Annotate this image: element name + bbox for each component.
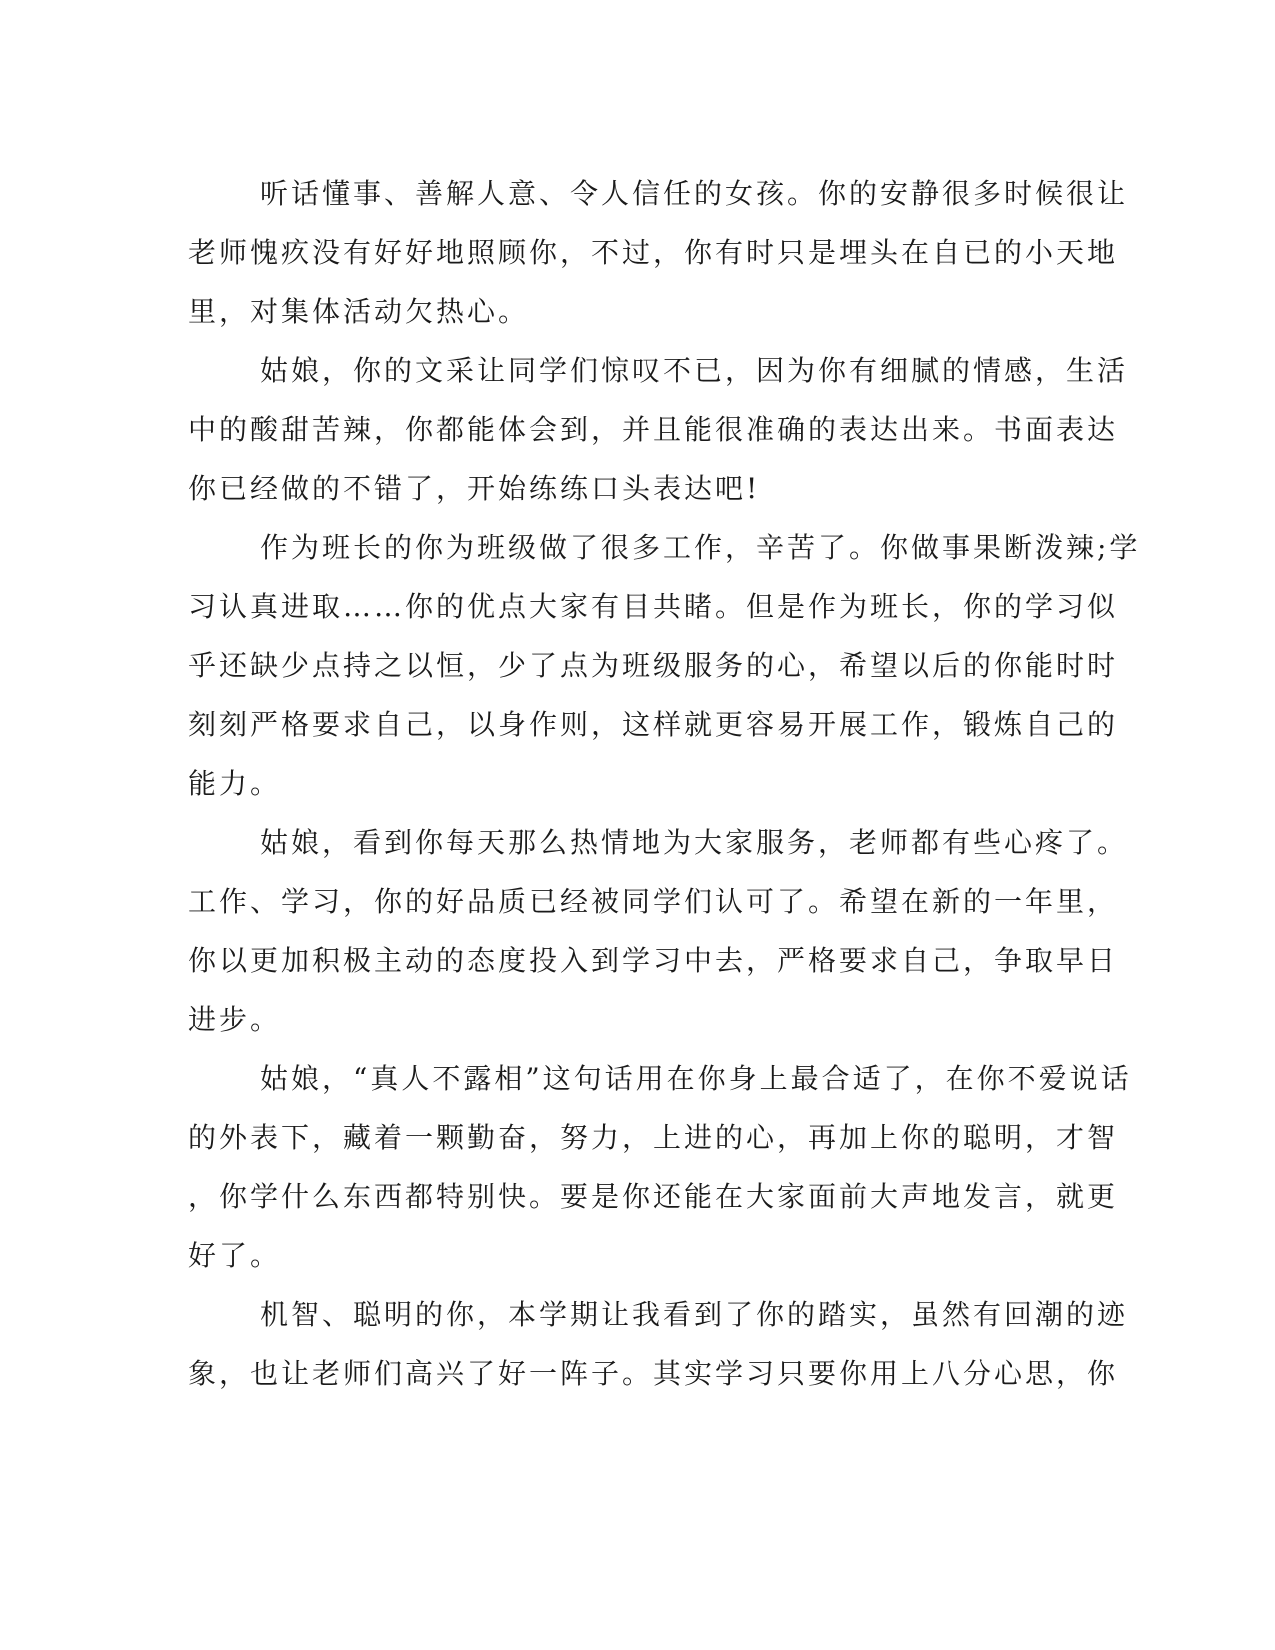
paragraph-2-line-2: 中的酸甜苦辣，你都能体会到，并且能很准确的表达出来。书面表达 [188, 413, 1119, 446]
document-body [188, 164, 1141, 1403]
paragraph-2-line-1: 姑娘，你的文采让同学们惊叹不已，因为你有细腻的情感，生活 [260, 354, 1129, 387]
paragraph-1-line-1: 听话懂事、善解人意、令人信任的女孩。你的安静很多时候很让 [260, 177, 1129, 210]
paragraph-4-line-1: 姑娘，看到你每天那么热情地为大家服务，老师都有些心疼了。 [260, 826, 1129, 859]
paragraph-1-line-2: 老师愧疚没有好好地照顾你，不过，你有时只是埋头在自已的小天地 [188, 236, 1119, 269]
paragraph-6-line-2: 象，也让老师们高兴了好一阵子。其实学习只要你用上八分心思，你 [188, 1357, 1119, 1390]
paragraph-4-line-3: 你以更加积极主动的态度投入到学习中去，严格要求自己，争取早日 [188, 944, 1119, 977]
paragraph-3-line-3: 乎还缺少点持之以恒，少了点为班级服务的心，希望以后的你能时时 [188, 649, 1119, 682]
paragraph-5-line-4: 好了。 [188, 1239, 282, 1272]
paragraph-5-line-1: 姑娘，“真人不露相”这句话用在你身上最合适了，在你不爱说话 [260, 1062, 1132, 1095]
paragraph-4-line-4: 进步。 [188, 1003, 282, 1036]
paragraph-3-line-5: 能力。 [188, 767, 282, 800]
paragraph-1-line-3: 里，对集体活动欠热心。 [188, 295, 530, 328]
paragraph-3-line-4: 刻刻严格要求自己，以身作则，这样就更容易开展工作，锻炼自己的 [188, 708, 1119, 741]
paragraph-4-line-2: 工作、学习，你的好品质已经被同学们认可了。希望在新的一年里， [188, 885, 1119, 918]
paragraph-3-line-1: 作为班长的你为班级做了很多工作，辛苦了。你做事果断泼辣;学 [260, 531, 1141, 564]
paragraph-2-line-3: 你已经做的不错了，开始练练口头表达吧! [188, 472, 761, 505]
paragraph-3-line-2: 习认真进取……你的优点大家有目共睹。但是作为班长，你的学习似 [188, 590, 1119, 623]
paragraph-5-line-2: 的外表下，藏着一颗勤奋，努力，上进的心，再加上你的聪明，才智 [188, 1121, 1119, 1154]
paragraph-5-line-3: ，你学什么东西都特别快。要是你还能在大家面前大声地发言，就更 [188, 1180, 1119, 1213]
paragraph-6-line-1: 机智、聪明的你，本学期让我看到了你的踏实，虽然有回潮的迹 [260, 1298, 1129, 1331]
